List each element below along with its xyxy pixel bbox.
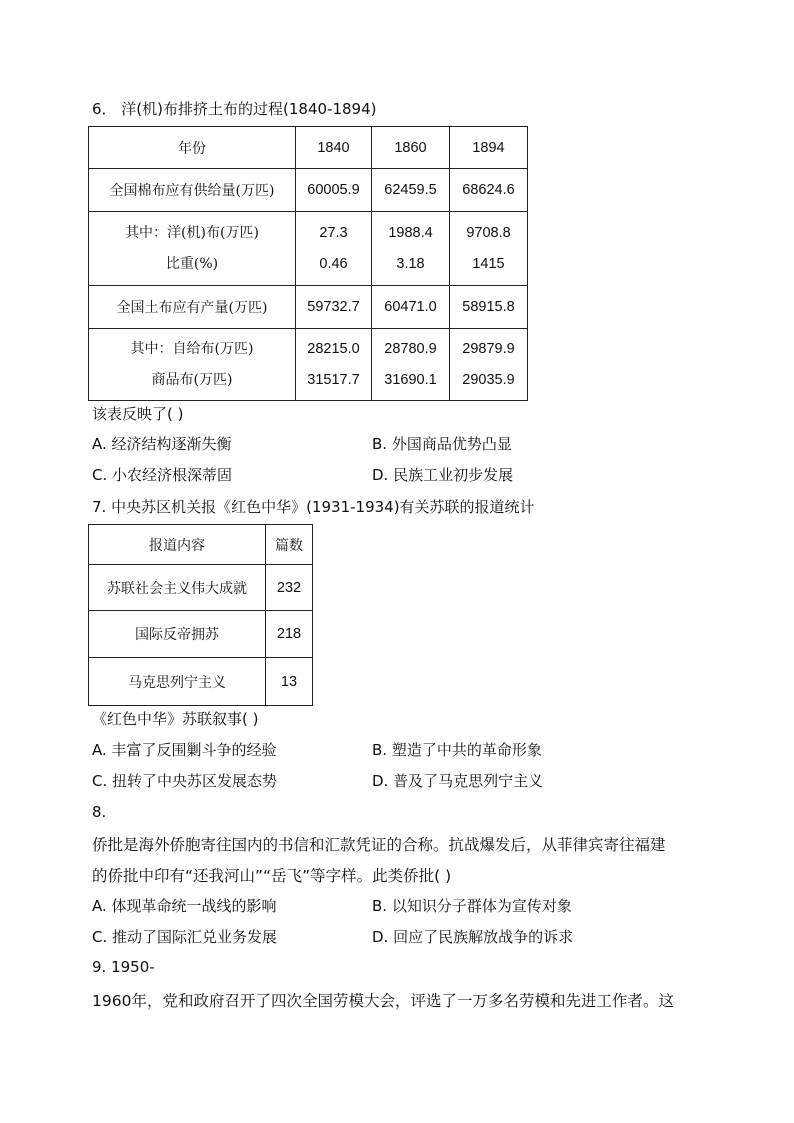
table-cell: 218: [266, 611, 313, 658]
q6-table: [88, 126, 528, 401]
q7-table: [88, 524, 313, 706]
q6-option-a: A. 经济结构逐渐失衡: [92, 435, 232, 453]
q8-option-a: A. 体现革命统一战线的影响: [92, 897, 277, 915]
cell-line: 29035.9: [462, 371, 515, 388]
cell-line: 31690.1: [384, 371, 437, 388]
cell-line: 9708.8: [466, 224, 511, 241]
table-cell: [296, 212, 372, 286]
q7-title: 7. 中央苏区机关报《红色中华》(1931-1934)有关苏联的报道统计: [92, 498, 535, 516]
q6-header-1894: 1894: [450, 127, 528, 169]
q6-header-1860: 1860: [372, 127, 450, 169]
q8-option-c: C. 推动了国际汇兑业务发展: [92, 928, 278, 946]
table-cell: 59732.7: [296, 286, 372, 329]
q7-header-count: 篇数: [266, 525, 313, 565]
label-line: 其中：洋(机)布(万匹): [125, 224, 259, 241]
q7-option-d: D. 普及了马克思列宁主义: [372, 772, 544, 790]
table-cell: [450, 212, 528, 286]
q7-option-a: A. 丰富了反围剿斗争的经验: [92, 741, 277, 759]
label-line: 其中：自给布(万匹): [130, 340, 254, 357]
q7-option-c: C. 扭转了中央苏区发展态势: [92, 772, 278, 790]
q9-number: 9. 1950-: [92, 958, 155, 976]
cell-line: 3.18: [396, 255, 425, 272]
cell-line: 0.46: [319, 255, 348, 272]
cell-line: 29879.9: [462, 340, 515, 357]
q7-header-content: 报道内容: [89, 525, 266, 565]
table-cell: [372, 329, 450, 401]
table-cell: 62459.5: [372, 169, 450, 212]
cell-line: 31517.7: [307, 371, 360, 388]
table-row-label: 马克思列宁主义: [89, 658, 266, 706]
label-line: 比重(%): [165, 255, 219, 272]
table-cell: [296, 329, 372, 401]
q6-option-b: B. 外国商品优势凸显: [372, 435, 512, 453]
q9-line-1: 1960年，党和政府召开了四次全国劳模大会，评选了一万多名劳模和先进工作者。这: [92, 992, 674, 1010]
cell-line: 27.3: [319, 224, 348, 241]
cell-line: 1988.4: [388, 224, 433, 241]
label-line: 商品布(万匹): [151, 371, 233, 388]
table-cell: 68624.6: [450, 169, 528, 212]
table-row-label: 苏联社会主义伟大成就: [89, 565, 266, 611]
table-cell: [450, 329, 528, 401]
table-cell: [372, 212, 450, 286]
q6-title: 6． 洋(机)布排挤土布的过程(1840-1894): [92, 100, 377, 118]
q8-line-2: 的侨批中印有“还我河山”“岳飞”等字样。此类侨批( ): [92, 867, 452, 885]
table-cell: 58915.8: [450, 286, 528, 329]
table-row-label: [89, 329, 296, 401]
q7-option-b: B. 塑造了中共的革命形象: [372, 741, 542, 759]
table-row-label: 国际反帝拥苏: [89, 611, 266, 658]
q8-line-1: 侨批是海外侨胞寄往国内的书信和汇款凭证的合称。抗战爆发后，从菲律宾寄往福建: [92, 836, 666, 854]
q6-stem: 该表反映了( ): [92, 405, 184, 423]
table-cell: 60005.9: [296, 169, 372, 212]
table-cell: 60471.0: [372, 286, 450, 329]
cell-line: 28215.0: [307, 340, 360, 357]
q6-header-1840: 1840: [296, 127, 372, 169]
q7-stem: 《红色中华》苏联叙事( ): [92, 710, 259, 728]
cell-line: 28780.9: [384, 340, 437, 357]
cell-line: 1415: [472, 255, 505, 272]
table-cell: 232: [266, 565, 313, 611]
q6-option-c: C. 小农经济根深蒂固: [92, 466, 233, 484]
table-row-label: 全国土布应有产量(万匹): [89, 286, 296, 329]
q8-option-d: D. 回应了民族解放战争的诉求: [372, 928, 574, 946]
q6-header-year: 年份: [89, 127, 296, 169]
table-cell: 13: [266, 658, 313, 706]
q6-option-d: D. 民族工业初步发展: [372, 466, 514, 484]
q8-number: 8.: [92, 803, 107, 821]
q8-option-b: B. 以知识分子群体为宣传对象: [372, 897, 572, 915]
table-row-label: 全国棉布应有供给量(万匹): [89, 169, 296, 212]
table-row-label: [89, 212, 296, 286]
